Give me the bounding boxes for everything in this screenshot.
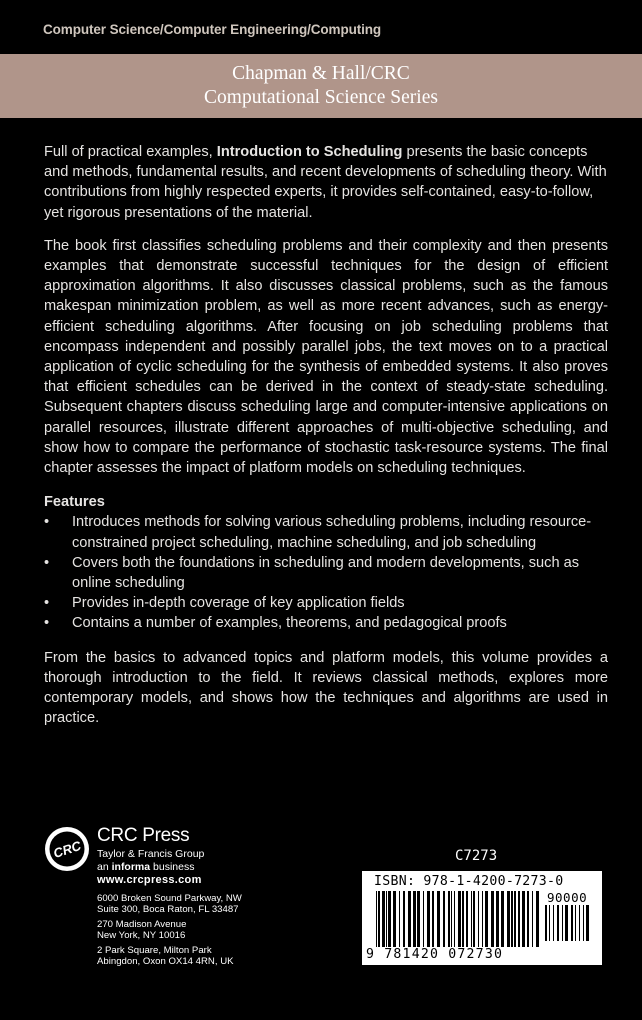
barcode-bar [482,891,483,947]
address-block [97,893,242,915]
intro-lead: Full of practical examples, [44,144,217,160]
addon-digits: 90000 [547,890,588,905]
publisher-name: CRC Press [97,825,190,846]
barcode-bar [511,891,513,947]
barcode-bar [536,891,539,947]
barcode-bar [393,891,396,947]
book-title: Introduction to Scheduling [216,144,403,160]
barcode-bar [491,891,494,947]
barcode-panel [362,871,602,965]
address-line: Abingdon, Oxon OX14 4RN, UK [97,956,234,967]
barcode-bar [507,891,510,947]
barcode-bar [448,891,450,947]
address-line: New York, NY 10016 [97,930,186,941]
business-prefix: an [97,861,112,873]
barcode-bar [514,891,516,947]
address-block [97,919,242,941]
crc-logo-text: CRC [51,837,83,861]
category-label: Computer Science/Computer Engineering/Computing [43,22,382,37]
barcode-bar [437,891,440,947]
barcode-bar [458,891,461,947]
group-name: Taylor & Francis Group [97,848,205,860]
publisher-addresses [97,893,242,971]
catalog-code: C7273 [455,848,498,864]
barcode-bar [518,891,520,947]
features-list [44,512,608,633]
barcode-bar [466,891,468,947]
barcode-bar [432,891,434,947]
series-line-1: Chapman & Hall/CRC [232,63,410,84]
barcode-bar [471,891,472,947]
barcode-bar [462,891,464,947]
barcode-bar [427,891,430,947]
barcode-bar [417,891,420,947]
barcode-bar [496,891,499,947]
crc-logo [44,826,90,872]
features-heading: Features [44,494,105,511]
isbn-label: ISBN: 978-1-4200-7273-0 [374,874,564,889]
barcode-bar [423,891,424,947]
business-suffix: business [150,861,195,873]
barcode-bar [527,891,529,947]
barcode-bar [376,891,377,947]
barcode-bar [403,891,405,947]
barcode-bar [413,891,416,947]
series-line-2: Computational Science Series [204,87,438,108]
intro-rest: presents the basic concepts and methods, fundamental results, and recent developments of scheduling theory. With contributions from highly respected experts, it provides self-contained, easy-to-follow, yet rigorous presentations of the material. [44,144,607,221]
business-line [97,861,204,874]
description-body [44,142,608,741]
barcode-bar [388,891,391,947]
barcode-digits: 9 781420 072730 [366,947,504,962]
barcode-bar [501,891,504,947]
barcode-bar [382,891,385,947]
address-line: 2 Park Square, Milton Park [97,945,212,956]
overview-paragraph: The book first classifies scheduling problems and their complexity and then presents examples that demonstrate successful techniques for the design of efficient approximation algorithms. It also discusses classical problems, such as the famous makespan minimization problem, as well as more recent advances, such as energy-efficient scheduling algorithms. After focusing on job scheduling problems that encompass independent and possibly parallel jobs, the text moves on to a practical application of cyclic scheduling for the synthesis of embedded systems. It also proves that efficient schedules can be derived in the context of steady-state scheduling. Subsequent chapters discuss scheduling large and computer-intensive applications on parallel resources, illustrate different approaches of multi-objective scheduling, and show how to compare the performance of stochastic task-resource systems. The final chapter assesses the impact of platform models on scheduling techniques. [44,237,608,477]
barcode-bar [532,891,533,947]
barcode-bars [376,891,540,947]
barcode-bar [485,891,488,947]
address-line: 6000 Broken Sound Parkway, NW [97,893,242,904]
feature-item: • Covers both the foundations in scheduling and modern developments, such as online scheduling [44,553,608,593]
barcode-bar [399,891,400,947]
address-block [97,945,242,967]
closing-paragraph: From the basics to advanced topics and platform models, this volume provides a thorough introduction to the field. It reviews classical methods, explores more contemporary models, and shows how the techniques and algorithms are used in practice. [44,649,608,727]
barcode-bar [408,891,411,947]
barcode-bar [473,891,475,947]
barcode-bar [378,891,380,947]
publisher-website[interactable]: www.crcpress.com [97,874,202,886]
address-line: 270 Madison Avenue [97,919,187,930]
barcode-bar [386,891,387,947]
barcode-bar [443,891,445,947]
feature-item: • Provides in-depth coverage of key application fields [44,593,608,613]
series-title [0,62,642,110]
feature-item: • Introduces methods for solving various scheduling problems, including resource-constrained project scheduling, machine scheduling, and job scheduling [44,512,608,552]
informa-wordmark: informa [111,861,151,873]
intro-paragraph [44,142,608,223]
barcode-bar [454,891,455,947]
address-line: Suite 300, Boca Raton, FL 33487 [97,904,239,915]
barcode-bar [478,891,479,947]
barcode-bar [522,891,525,947]
barcode-bar [451,891,452,947]
publisher-group [97,848,204,874]
feature-item: • Contains a number of examples, theorems, and pedagogical proofs [44,613,608,633]
